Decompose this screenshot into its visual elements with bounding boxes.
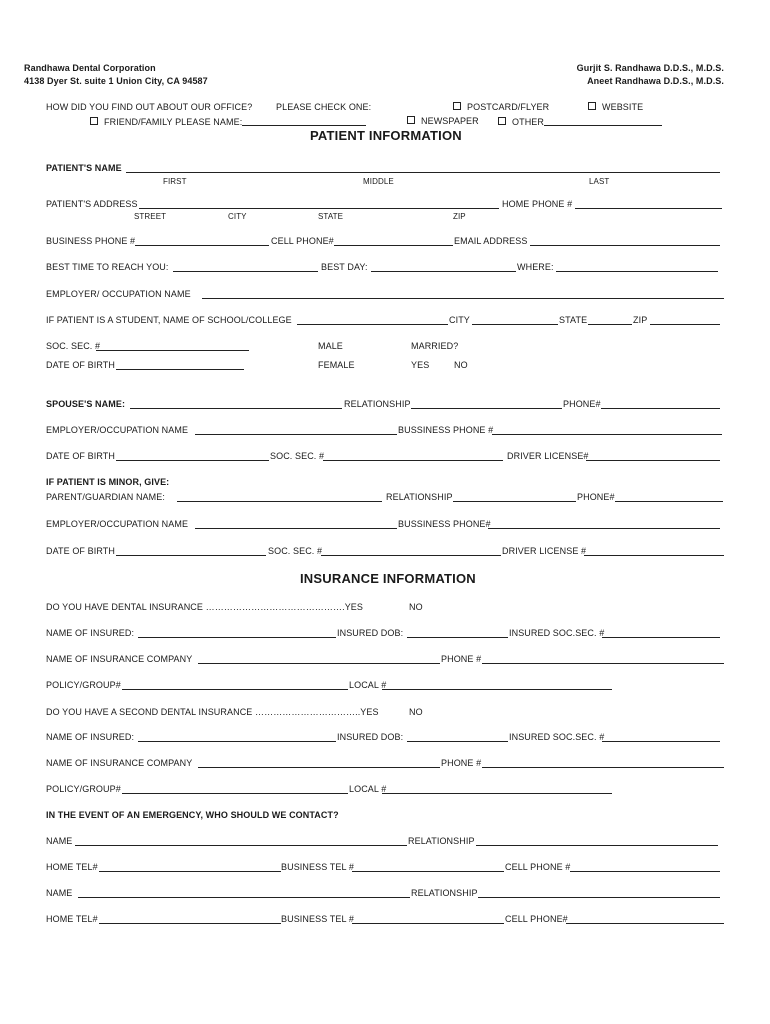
where-line[interactable] (556, 262, 718, 272)
insurance-phone-line[interactable] (482, 654, 724, 664)
spouse-employer-line[interactable] (195, 425, 397, 435)
website-option[interactable]: WEBSITE (588, 102, 643, 113)
patient-address-label: PATIENT'S ADDRESS (46, 199, 138, 209)
second-insurance-yes[interactable]: DO YOU HAVE A SECOND DENTAL INSURANCE ……………………………..YES (46, 707, 379, 717)
policy2-line[interactable] (122, 784, 348, 794)
emergency-name-label: NAME (46, 836, 73, 846)
student-label: IF PATIENT IS A STUDENT, NAME OF SCHOOL/COLLEGE (46, 315, 292, 325)
best-time-label: BEST TIME TO REACH YOU: (46, 262, 169, 272)
insurance2-phone-line[interactable] (482, 758, 724, 768)
email-label: EMAIL ADDRESS (454, 236, 528, 246)
school-zip-line[interactable] (650, 315, 720, 325)
parent-dob-line[interactable] (116, 546, 266, 556)
emergency2-name-label: NAME (46, 888, 73, 898)
business-phone-label: BUSINESS PHONE # (46, 236, 136, 246)
school-state-line[interactable] (588, 315, 632, 325)
other-option[interactable]: OTHER (498, 116, 662, 128)
cell-phone-line[interactable] (334, 236, 453, 246)
insured2-name-label: NAME OF INSURED: (46, 732, 135, 742)
spouse-soc-label: SOC. SEC. # (270, 451, 325, 461)
second-insurance-no[interactable]: NO (409, 707, 423, 717)
emergency-cell-line[interactable] (570, 862, 720, 872)
emergency2-home-tel-line[interactable] (99, 914, 281, 924)
policy-label: POLICY/GROUP# (46, 680, 121, 690)
insurance-company-line[interactable] (198, 654, 440, 664)
email-line[interactable] (530, 236, 720, 246)
spouse-phone-line[interactable] (601, 399, 720, 409)
emergency2-home-tel-label: HOME TEL# (46, 914, 98, 924)
parent-soc-label: SOC. SEC. # (268, 546, 323, 556)
friend-name-line[interactable] (242, 116, 366, 126)
first-caption: FIRST (163, 177, 187, 186)
local2-label: LOCAL # (349, 784, 387, 794)
insurance-title: INSURANCE INFORMATION (300, 571, 476, 586)
local-label: LOCAL # (349, 680, 387, 690)
spouse-business-phone-label: BUSSINESS PHONE # (398, 425, 494, 435)
spouse-phone-label: PHONE# (563, 399, 601, 409)
spouse-license-label: DRIVER LICENSE# (507, 451, 589, 461)
city-caption: CITY (228, 212, 247, 221)
insurance2-company-label: NAME OF INSURANCE COMPANY (46, 758, 193, 768)
best-day-label: BEST DAY: (321, 262, 368, 272)
dob-line[interactable] (116, 360, 244, 370)
emergency2-relationship-line[interactable] (478, 888, 720, 898)
soc-sec-line[interactable] (96, 341, 249, 351)
insured2-soc-label: INSURED SOC.SEC. # (509, 732, 605, 742)
state-caption: STATE (318, 212, 344, 221)
dob-label: DATE OF BIRTH (46, 360, 115, 370)
last-caption: LAST (589, 177, 610, 186)
emergency2-name-line[interactable] (78, 888, 410, 898)
parent-employer-label: EMPLOYER/OCCUPATION NAME (46, 519, 189, 529)
friend-option[interactable]: FRIEND/FAMILY PLEASE NAME: (90, 116, 366, 128)
checkbox-icon[interactable] (453, 102, 461, 110)
emergency-title: IN THE EVENT OF AN EMERGENCY, WHO SHOULD WE CONTACT? (46, 810, 339, 820)
school-city-line[interactable] (472, 315, 558, 325)
insured-name-label: NAME OF INSURED: (46, 628, 135, 638)
practice-address: 4138 Dyer St. suite 1 Union City, CA 94587 (24, 76, 208, 86)
insurance2-phone-label: PHONE # (441, 758, 482, 768)
parent-soc-line[interactable] (321, 546, 501, 556)
emergency-name-line[interactable] (75, 836, 407, 846)
insured-dob-line[interactable] (407, 628, 508, 638)
parent-dob-label: DATE OF BIRTH (46, 546, 115, 556)
school-state-label: STATE (559, 315, 588, 325)
insured-soc-line[interactable] (602, 628, 720, 638)
insurance2-company-line[interactable] (198, 758, 440, 768)
female-option[interactable]: FEMALE (318, 360, 355, 370)
local2-line[interactable] (382, 784, 612, 794)
parent-license-line[interactable] (584, 546, 724, 556)
insurance-phone-label: PHONE # (441, 654, 482, 664)
spouse-business-phone-line[interactable] (492, 425, 722, 435)
insurance-company-label: NAME OF INSURANCE COMPANY (46, 654, 193, 664)
policy-line[interactable] (122, 680, 348, 690)
street-caption: STREET (134, 212, 167, 221)
married-no-option[interactable]: NO (454, 360, 468, 370)
school-line[interactable] (297, 315, 448, 325)
parent-employer-line[interactable] (195, 519, 397, 529)
parent-relationship-line[interactable] (453, 492, 576, 502)
where-label: WHERE: (517, 262, 554, 272)
soc-sec-label: SOC. SEC. # (46, 341, 101, 351)
local-line[interactable] (382, 680, 612, 690)
best-day-line[interactable] (371, 262, 516, 272)
parent-name-line[interactable] (177, 492, 382, 502)
emergency-business-tel-label: BUSINESS TEL # (281, 862, 354, 872)
emergency2-cell-label: CELL PHONE# (505, 914, 568, 924)
cell-phone-label: CELL PHONE# (271, 236, 334, 246)
parent-relationship-label: RELATIONSHIP (386, 492, 453, 502)
employer-line[interactable] (202, 289, 724, 299)
middle-caption: MIDDLE (363, 177, 394, 186)
parent-name-label: PARENT/GUARDIAN NAME: (46, 492, 165, 502)
spouse-name-label: SPOUSE'S NAME: (46, 399, 126, 409)
best-time-line[interactable] (173, 262, 318, 272)
checkbox-icon[interactable] (588, 102, 596, 110)
checkbox-icon[interactable] (90, 117, 98, 125)
emergency-home-tel-label: HOME TEL# (46, 862, 98, 872)
please-check-one: PLEASE CHECK ONE: (276, 102, 372, 112)
male-option[interactable]: MALE (318, 341, 343, 351)
spouse-dob-line[interactable] (116, 451, 269, 461)
married-yes-option[interactable]: YES (411, 360, 430, 370)
patient-name-label: PATIENT'S NAME (46, 163, 122, 173)
parent-phone-label: PHONE# (577, 492, 615, 502)
spouse-name-line[interactable] (130, 399, 342, 409)
spouse-dob-label: DATE OF BIRTH (46, 451, 115, 461)
spouse-relationship-label: RELATIONSHIP (344, 399, 411, 409)
checkbox-icon[interactable] (407, 116, 415, 124)
emergency-home-tel-line[interactable] (99, 862, 281, 872)
employer-label: EMPLOYER/ OCCUPATION NAME (46, 289, 191, 299)
spouse-relationship-line[interactable] (411, 399, 562, 409)
insured-name-line[interactable] (138, 628, 336, 638)
emergency-relationship-line[interactable] (476, 836, 718, 846)
checkbox-icon[interactable] (498, 117, 506, 125)
emergency2-cell-line[interactable] (566, 914, 724, 924)
postcard-option[interactable]: POSTCARD/FLYER (453, 102, 549, 113)
school-zip-label: ZIP (633, 315, 648, 325)
emergency-cell-label: CELL PHONE # (505, 862, 571, 872)
emergency2-business-tel-label: BUSINESS TEL # (281, 914, 354, 924)
insured2-name-line[interactable] (138, 732, 336, 742)
insured-dob-label: INSURED DOB: (337, 628, 404, 638)
emergency2-business-tel-line[interactable] (352, 914, 504, 924)
parent-license-label: DRIVER LICENSE # (502, 546, 587, 556)
home-phone-label: HOME PHONE # (502, 199, 573, 209)
emergency-business-tel-line[interactable] (352, 862, 504, 872)
have-insurance-yes[interactable]: DO YOU HAVE DENTAL INSURANCE ……………………………………….YES (46, 602, 364, 612)
parent-business-phone-line[interactable] (488, 519, 720, 529)
patient-address-line[interactable] (139, 199, 499, 209)
other-line[interactable] (544, 116, 662, 126)
parent-business-phone-label: BUSSINESS PHONE# (398, 519, 491, 529)
emergency2-relationship-label: RELATIONSHIP (411, 888, 478, 898)
emergency-relationship-label: RELATIONSHIP (408, 836, 475, 846)
doctor-name-2: Aneet Randhawa D.D.S., M.D.S. (587, 76, 724, 86)
practice-name: Randhawa Dental Corporation (24, 63, 156, 73)
newspaper-option[interactable]: NEWSPAPER (407, 116, 479, 127)
spouse-license-line[interactable] (586, 451, 720, 461)
doctor-name-1: Gurjit S. Randhawa D.D.S., M.D.S. (576, 63, 724, 73)
policy2-label: POLICY/GROUP# (46, 784, 121, 794)
referral-question: HOW DID YOU FIND OUT ABOUT OUR OFFICE? (46, 102, 253, 112)
patient-info-title: PATIENT INFORMATION (310, 128, 462, 143)
parent-phone-line[interactable] (615, 492, 723, 502)
insured2-soc-line[interactable] (602, 732, 720, 742)
spouse-soc-line[interactable] (323, 451, 503, 461)
insured2-dob-line[interactable] (407, 732, 508, 742)
patient-name-line[interactable] (126, 163, 720, 173)
married-label: MARRIED? (411, 341, 459, 351)
insured-soc-label: INSURED SOC.SEC. # (509, 628, 605, 638)
insured2-dob-label: INSURED DOB: (337, 732, 404, 742)
school-city-label: CITY (449, 315, 470, 325)
have-insurance-no[interactable]: NO (409, 602, 423, 612)
minor-title: IF PATIENT IS MINOR, GIVE: (46, 477, 170, 487)
spouse-employer-label: EMPLOYER/OCCUPATION NAME (46, 425, 189, 435)
zip-caption: ZIP (453, 212, 466, 221)
home-phone-line[interactable] (575, 199, 722, 209)
business-phone-line[interactable] (135, 236, 269, 246)
